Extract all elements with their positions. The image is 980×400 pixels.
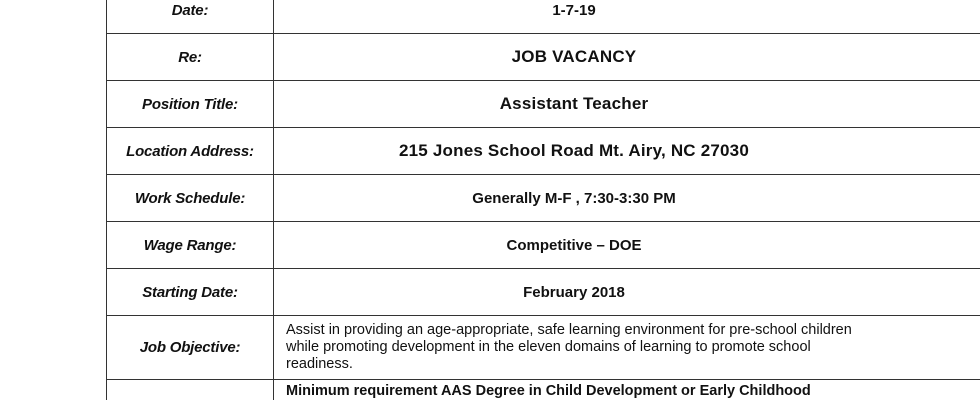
re-value: JOB VACANCY	[511, 47, 637, 66]
starting-date-label: Starting Date:	[107, 269, 274, 316]
job-objective-value: Assist in providing an age-appropriate, safe learning environment for pre-school children while promoting development in the eleven domains of learning to promote school readiness.	[286, 322, 852, 372]
row-re	[107, 34, 980, 81]
wage-range-label: Wage Range:	[107, 222, 274, 269]
work-schedule-label: Work Schedule:	[107, 175, 274, 222]
row-starting-date	[107, 269, 980, 316]
position-title-value: Assistant Teacher	[499, 94, 649, 113]
work-schedule-value: Generally M-F , 7:30-3:30 PM	[472, 189, 676, 207]
job-vacancy-table	[106, 0, 980, 400]
row-job-objective	[107, 316, 980, 380]
row-location-address	[107, 128, 980, 175]
location-address-value: 215 Jones School Road Mt. Airy, NC 27030	[398, 141, 749, 160]
requirements-value: Minimum requirement AAS Degree in Child Development or Early Childhood	[286, 383, 811, 399]
location-address-label: Location Address:	[107, 128, 274, 175]
row-position-title	[107, 81, 980, 128]
re-label: Re:	[107, 34, 274, 81]
starting-date-value: February 2018	[523, 283, 625, 301]
row-wage-range	[107, 222, 980, 269]
job-objective-label: Job Objective:	[107, 316, 274, 380]
wage-range-value: Competitive – DOE	[506, 236, 642, 254]
row-date	[107, 0, 980, 34]
date-label: Date:	[107, 0, 274, 34]
date-value: 1-7-19	[552, 1, 596, 19]
requirements-label	[107, 380, 274, 400]
row-work-schedule	[107, 175, 980, 222]
position-title-label: Position Title:	[107, 81, 274, 128]
row-requirements	[107, 380, 980, 400]
